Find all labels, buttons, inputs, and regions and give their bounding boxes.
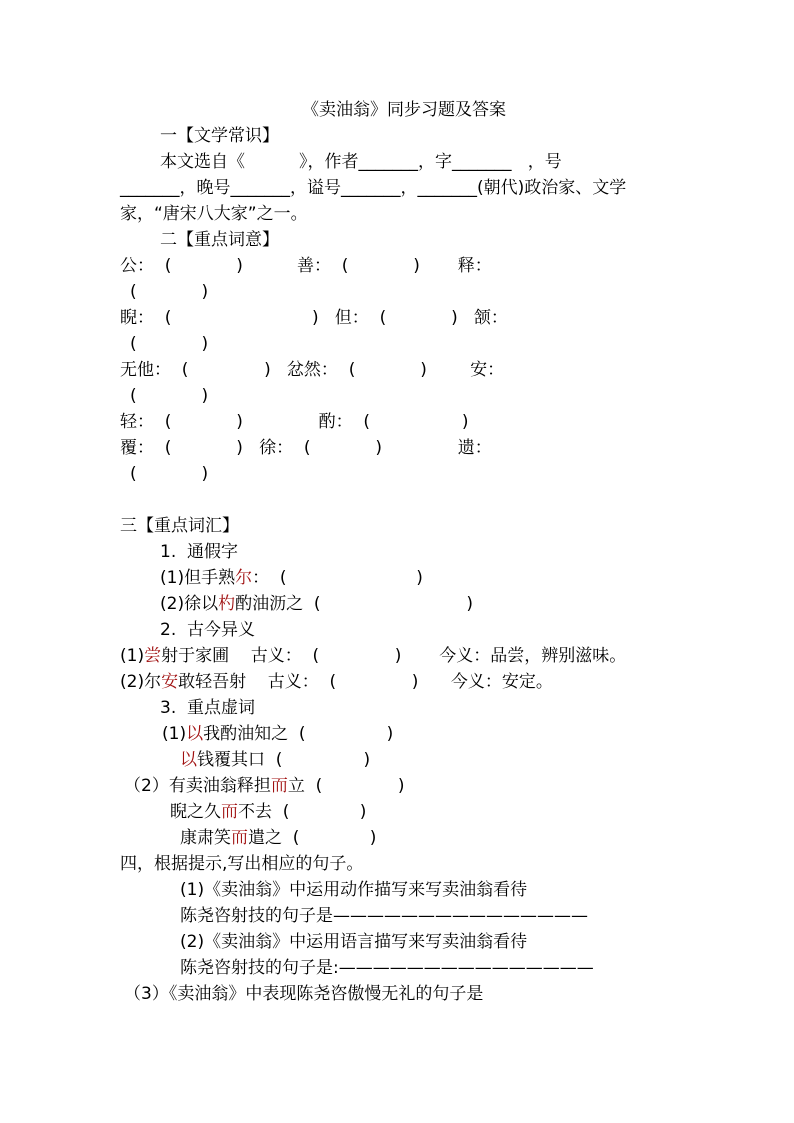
section-1-heading: 一【文学常识】 bbox=[160, 126, 279, 146]
s3-xuci-5: 康肃笑而遣之 ( ) bbox=[180, 828, 377, 848]
s4-q3: （3）《卖油翁》中表现陈尧咨傲慢无礼的句子是 bbox=[124, 984, 484, 1004]
s3-gujin-1: (1)尝射于家圃 古义： ( ) 今义：品尝，辨别滋味。 bbox=[120, 646, 627, 666]
s3-sub-1: 1. 通假字 bbox=[160, 542, 239, 562]
s3-sub-3: 3. 重点虚词 bbox=[160, 698, 256, 718]
s2-row-2-cont: ( ) bbox=[130, 334, 209, 354]
s3-xuci-3: （2）有卖油翁释担而立 ( ) bbox=[124, 776, 405, 796]
s2-row-2: 睨： ( ) 但： ( ) 颔： bbox=[120, 308, 508, 328]
s3-sub-2: 2. 古今异义 bbox=[160, 620, 256, 640]
s2-row-1-cont: ( ) bbox=[130, 282, 209, 302]
s3-gujin-2: (2)尔安敢轻吾射 古义： ( ) 今义：安定。 bbox=[120, 672, 553, 692]
s4-q2-line-1: (2)《卖油翁》中运用语言描写来写卖油翁看待 bbox=[180, 932, 528, 952]
s2-row-3: 无他： ( ) 忿然： ( ) 安： bbox=[120, 360, 505, 380]
s2-row-4: 轻： ( ) 酌： ( ) bbox=[120, 412, 469, 432]
s2-row-5-cont: ( ) bbox=[130, 464, 209, 484]
s3-tongjia-2: (2)徐以杓酌油沥之 ( ) bbox=[160, 594, 474, 614]
s4-q1-line-2: 陈尧咨射技的句子是——————————————— bbox=[180, 906, 588, 926]
section-3-heading: 三【重点词汇】 bbox=[120, 516, 239, 536]
s1-line-3: 家，“唐宋八大家”之一。 bbox=[120, 204, 308, 224]
page-title: 《卖油翁》同步习题及答案 bbox=[302, 100, 506, 120]
s3-xuci-4: 睨之久而不去 ( ) bbox=[170, 802, 367, 822]
s3-xuci-1: (1)以我酌油知之 ( ) bbox=[162, 724, 394, 744]
s1-line-2: _______，晚号_______，谥号_______，_______(朝代)政治家、文学 bbox=[120, 178, 627, 198]
section-2-heading: 二【重点词意】 bbox=[160, 230, 279, 250]
section-4-heading: 四，根据提示,写出相应的句子。 bbox=[120, 854, 364, 874]
s2-row-1: 公： ( ) 善： ( ) 释： bbox=[120, 256, 492, 276]
s3-xuci-2: 以钱覆其口 ( ) bbox=[180, 750, 371, 770]
s4-q2-line-2: 陈尧咨射技的句子是:——————————————— bbox=[180, 958, 594, 978]
s2-row-5: 覆： ( ) 徐： ( ) 遗： bbox=[120, 438, 492, 458]
s3-tongjia-1: (1)但手熟尔： ( ) bbox=[160, 568, 423, 588]
s1-line-1: 本文选自《 》，作者_______，字_______ ，号 bbox=[160, 152, 562, 172]
s2-row-3-cont: ( ) bbox=[130, 386, 209, 406]
s4-q1-line-1: (1)《卖油翁》中运用动作描写来写卖油翁看待 bbox=[180, 880, 528, 900]
